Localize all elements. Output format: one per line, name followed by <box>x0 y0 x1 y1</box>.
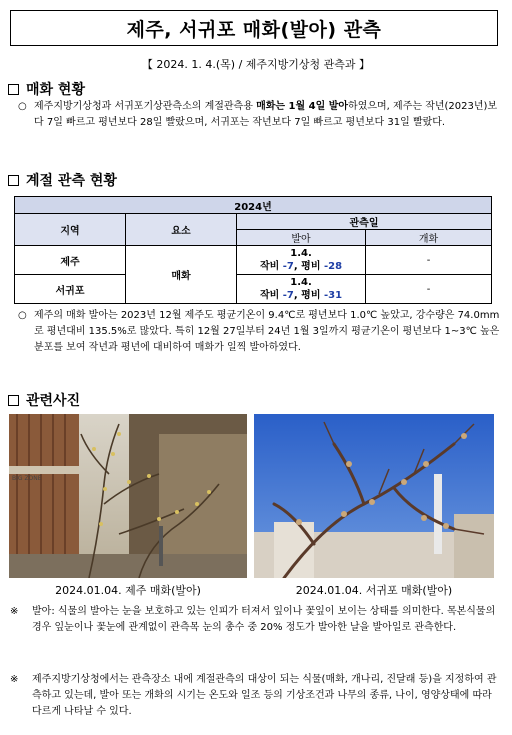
table-cell-bud: 1.4. 작비 -7, 평비 -28 <box>237 246 366 275</box>
circle-bullet: ○ <box>18 310 27 321</box>
photo-caption-seogwipo: 2024.01.04. 서귀포 매화(발아) <box>295 584 453 597</box>
table-col-bud: 발아 <box>237 230 366 246</box>
table-col-element: 요소 <box>126 214 237 246</box>
table-cell-bloom: - <box>366 275 492 304</box>
table-col-region: 지역 <box>15 214 126 246</box>
table-col-observation-date: 관측일 <box>237 214 492 230</box>
page-title-text: 제주, 서귀포 매화(발아) 관측 <box>126 18 382 41</box>
footnote-observation-method: ※ 제주지방기상청에서는 관측장소 내에 계절관측의 대상이 되는 식물(매화, 개나리, 진달래 등)을 지정하여 관측하고 있는데, 발아 또는 개화의 시기는 온도와 일조 등의 기상조건과 나무의 종류, 나이, 영양상태에 따라 다르게 나타날 수 있다. <box>10 674 497 717</box>
section-heading-text: 관련사진 <box>26 393 81 409</box>
table-row <box>15 275 492 304</box>
square-bullet-icon <box>8 395 19 406</box>
seasonal-observation-table <box>14 196 492 304</box>
table-cell-region: 서귀포 <box>15 275 126 304</box>
square-bullet-icon <box>8 175 19 186</box>
photo-caption-jeju: 2024.01.04. 제주 매화(발아) <box>55 584 201 597</box>
section-heading-text: 계절 관측 현황 <box>26 173 117 189</box>
table-cell-bloom: - <box>366 246 492 275</box>
footnote-budding-definition: ※ 발아: 식물의 발아는 눈을 보호하고 있는 인피가 터져서 잎이나 꽃잎이 보이는 상태를 의미한다. 목본식물의 경우 잎눈이나 꽃눈에 관계없이 관측목 눈의 총수 중 20% 정도가 발아한 날을 발아일로 관측한다. <box>10 606 496 633</box>
section-heading-plum-status <box>8 79 85 99</box>
page-title <box>10 10 498 46</box>
table-year-header: 2024년 <box>15 197 492 214</box>
temperature-note-paragraph: ○ 제주의 매화 발아는 2023년 12월 제주도 평균기온이 9.4℃로 평년보다 1.0℃ 높았고, 강수량은 74.0mm로 평년대비 135.5%로 많았다. 특히 12월 27일부터 24년 1월 3일까지 평균기온이 평년보다 1~3℃ 높은 분포를 보여 작년과 평년에 대비하여 매화가 일찍 발아하였다. <box>18 310 500 353</box>
table-row <box>15 246 492 275</box>
dateline: 【 2024. 1. 4.(목) / 제주지방기상청 관측과 】 <box>141 58 371 71</box>
table-cell-bud: 1.4. 작비 -7, 평비 -31 <box>237 275 366 304</box>
square-bullet-icon <box>8 84 19 95</box>
section-heading-text: 매화 현황 <box>26 82 85 98</box>
plum-status-paragraph: ○ 제주지방기상청과 서귀포기상관측소의 계절관측용 매화는 1월 4일 발아하였으며, 제주는 작년(2023년)보다 7일 빠르고 평년보다 28일 빨랐으며, 서귀포는 작년보다 7일 빠르고 평년보다 31일 빨랐다. <box>18 101 498 128</box>
photo-seogwipo-plum <box>254 414 494 578</box>
section-heading-seasonal <box>8 170 117 190</box>
sign-big-zone: BIG ZONE <box>12 475 42 482</box>
table-cell-element: 매화 <box>126 246 237 304</box>
highlight-bud-date: 매화는 1월 4일 발아 <box>256 101 349 112</box>
circle-bullet: ○ <box>18 101 27 112</box>
photo-jeju-plum <box>9 414 247 578</box>
section-heading-photos <box>8 390 80 410</box>
table-cell-region: 제주 <box>15 246 126 275</box>
table-col-bloom: 개화 <box>366 230 492 246</box>
